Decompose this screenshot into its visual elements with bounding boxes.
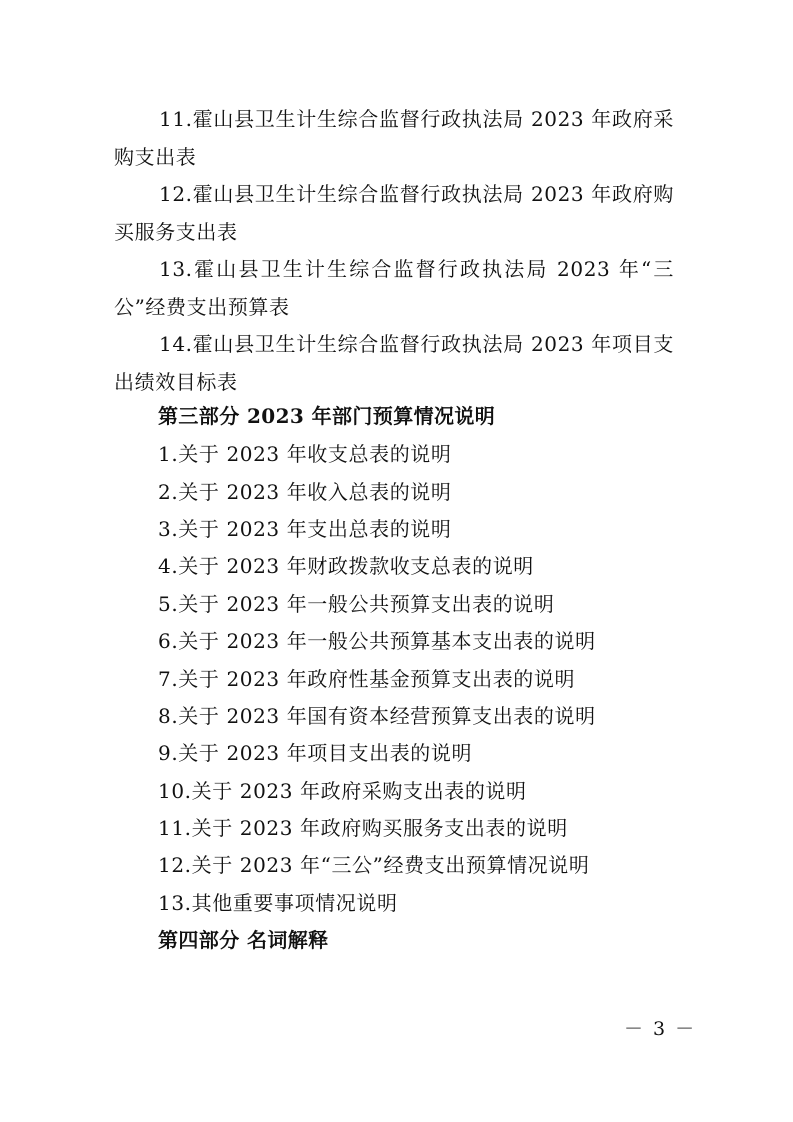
list-item: 4.关于 2023 年财政拨款收支总表的说明 [158, 554, 534, 578]
list-item: 2.关于 2023 年收入总表的说明 [158, 480, 452, 504]
list-item: 12.关于 2023 年“三公”经费支出预算情况说明 [158, 853, 590, 877]
list-item: 13.霍山县卫生计生综合监督行政执法局 2023 年“三公”经费支出预算表 [114, 257, 674, 319]
list-item: 9.关于 2023 年项目支出表的说明 [158, 741, 473, 765]
section-heading-part4: 第四部分 名词解释 [158, 928, 329, 952]
list-item: 11.关于 2023 年政府购买服务支出表的说明 [158, 816, 568, 840]
list-item: 11.霍山县卫生计生综合监督行政执法局 2023 年政府采购支出表 [114, 107, 674, 169]
section-heading-part3: 第三部分 2023 年部门预算情况说明 [158, 404, 496, 428]
list-item: 6.关于 2023 年一般公共预算基本支出表的说明 [158, 629, 596, 653]
list-item: 1.关于 2023 年收支总表的说明 [158, 442, 452, 466]
list-item: 10.关于 2023 年政府采购支出表的说明 [158, 779, 527, 803]
list-item: 14.霍山县卫生计生综合监督行政执法局 2023 年项目支出绩效目标表 [114, 332, 674, 394]
list-item: 7.关于 2023 年政府性基金预算支出表的说明 [158, 667, 576, 691]
list-item: 3.关于 2023 年支出总表的说明 [158, 517, 452, 541]
page-number: － 3 － [624, 1018, 697, 1040]
list-item: 8.关于 2023 年国有资本经营预算支出表的说明 [158, 704, 596, 728]
list-item: 13.其他重要事项情况说明 [158, 891, 398, 915]
list-item: 12.霍山县卫生计生综合监督行政执法局 2023 年政府购买服务支出表 [114, 182, 674, 244]
list-item: 5.关于 2023 年一般公共预算支出表的说明 [158, 592, 555, 616]
